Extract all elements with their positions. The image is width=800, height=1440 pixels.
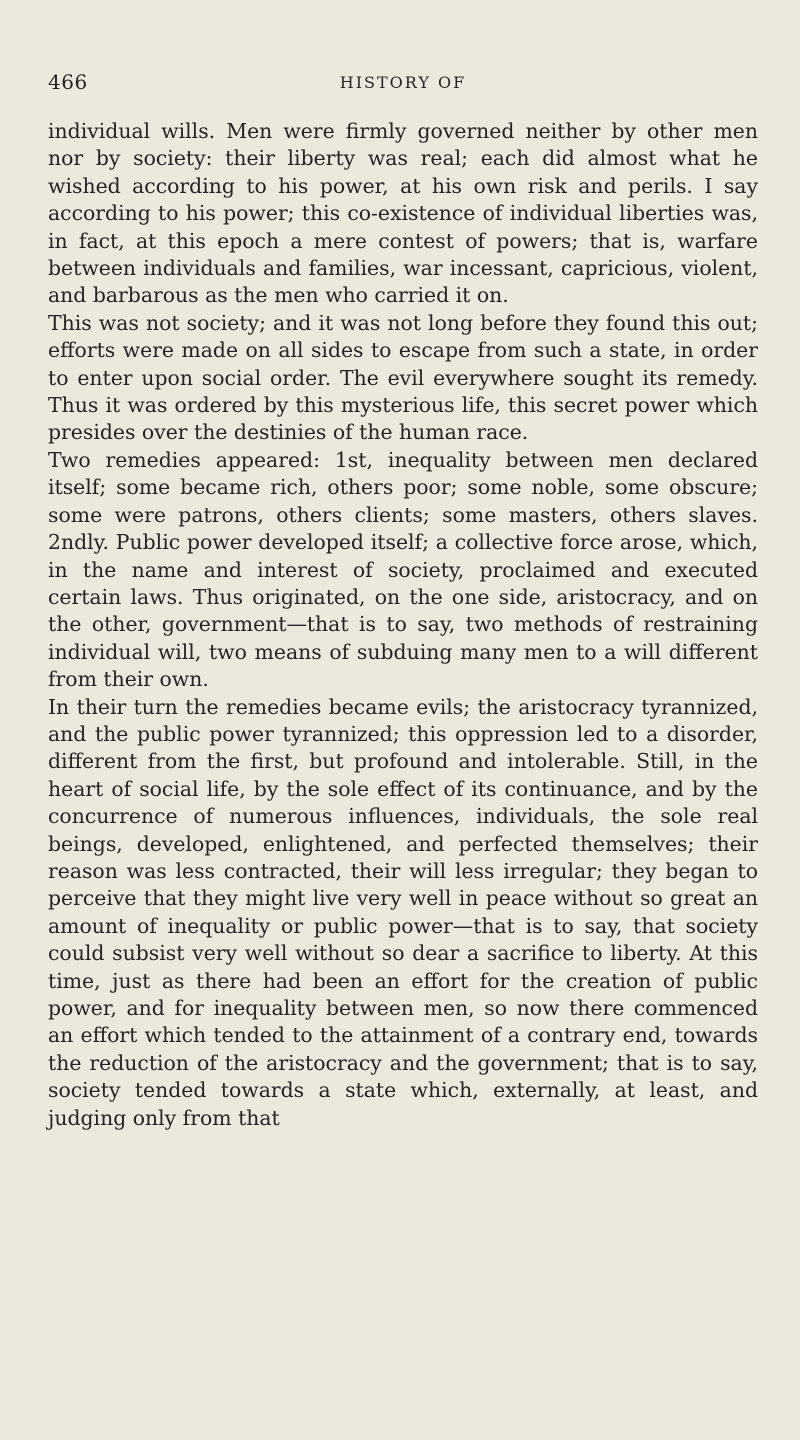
running-title: HISTORY OF [339,73,467,92]
paragraph-4: In their turn the remedies became evils; the aristocracy tyrannized, and the public power tyrannized; this oppression led to a disorder, different from the first, but profound and intolerable. Still, in the heart of social life, by the sole effect of its continuance, and by the concurrence of numerous influences, individuals, the sole real beings, developed, enlightened, and perfected themselves; their reason was less contracted, their will less irregular; they began to perceive that they might live very well in peace without so great an amount of inequality or public power—that is to say, that society could subsist very well without so dear a sacrifice to liberty. At this time, just as there had been an effort for the creation of public power, and for inequality between men, so now there commenced an effort which tended to the attainment of a contrary end, towards the reduction of the aristocracy and the government; that is to say, society tended towards a state which, externally, at least, and judging only from that [48,694,758,1130]
paragraph-1: individual wills. Men were firmly governed neither by other men nor by society: their liberty was real; each did almost what he wished according to his power, at his own risk and perils. I say according to his power; this co-existence of individual liberties was, in fact, at this epoch a mere contest of powers; that is, warfare between individuals and families, war incessant, capricious, violent, and barbarous as the men who carried it on. [48,119,758,308]
running-head [48,70,758,96]
paragraph-2: This was not society; and it was not long before they found this out; efforts were made on all sides to escape from such a state, in order to enter upon social order. The evil everywhere sought its remedy. Thus it was ordered by this mysterious life, this secret power which presides over the destinies of the human race. [48,310,758,445]
paragraph-3: Two remedies appeared: 1st, inequality between men declared itself; some became rich, others poor; some noble, some obscure; some were patrons, others clients; some masters, others slaves. 2ndly. Public power developed itself; a collective force arose, which, in the name and interest of society, proclaimed and executed certain laws. Thus originated, on the one side, aristocracy, and on the other, government—that is to say, two methods of restraining individual will, two means of subduing many men to a will different from their own. [48,447,758,692]
page-number: 466 [48,70,88,94]
body-text [48,118,758,1132]
